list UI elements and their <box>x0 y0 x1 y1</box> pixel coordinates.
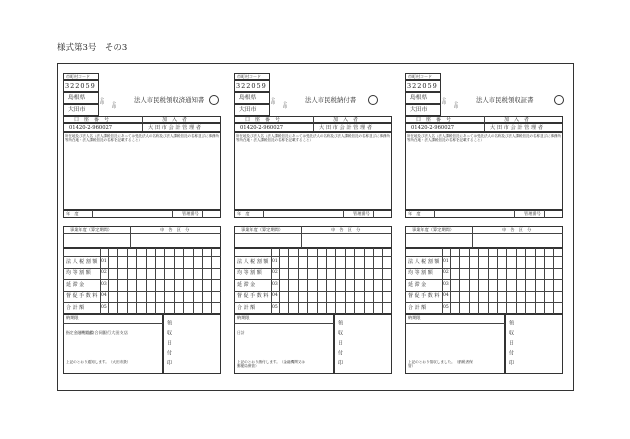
declaration-label: 申 告 区 分 <box>160 226 190 232</box>
rule-line <box>525 248 526 314</box>
amount-row-label: 法 人 税 割 額 <box>408 258 440 265</box>
page-heading: 様式第3号 その3 <box>57 43 128 53</box>
rule-line <box>382 248 383 314</box>
code-value: 322059 <box>407 82 438 90</box>
rule-line <box>234 323 334 324</box>
rule-line <box>63 256 221 257</box>
rule-line <box>211 248 212 314</box>
payee-header: 加 入 者 <box>162 116 188 123</box>
rule-line <box>405 279 563 280</box>
rule-line <box>130 226 131 248</box>
seal-mark: 公印 <box>112 101 117 109</box>
rule-line <box>307 248 308 314</box>
account-number-header: 口 座 番 号 <box>245 116 281 123</box>
rule-line <box>405 323 505 324</box>
amount-row-label: 均 等 割 額 <box>66 270 91 277</box>
rule-line <box>553 248 554 314</box>
seal-circle <box>368 95 378 105</box>
year-label: 年 度 <box>237 210 250 216</box>
stamp-label: 領収日付印 <box>508 320 514 370</box>
payee-name: 大 田 市 会 計 管 理 者 <box>148 124 202 131</box>
rule-line <box>514 210 515 218</box>
seal-mark: 公印 <box>283 101 288 109</box>
bank-name: 山陰合同銀行大田支店 <box>86 330 128 335</box>
slip-title: 法人市民税領収証書 <box>476 96 534 104</box>
owner-label: 管理番号 <box>182 210 199 216</box>
stamp-label: 領収日付印 <box>166 320 172 370</box>
rule-line <box>434 210 435 218</box>
slip-note: 上記のとおり通知します。（大田市扱） <box>66 360 131 364</box>
amount-row-code: 04 <box>101 293 107 299</box>
rule-line <box>146 248 147 314</box>
amount-table <box>234 248 392 314</box>
code-label: 市町村コード <box>66 73 90 79</box>
amount-row-code: 05 <box>272 304 278 310</box>
rule-line <box>234 302 392 303</box>
address-area <box>405 132 563 210</box>
rule-line <box>405 256 563 257</box>
city-name: 大田市 <box>410 106 428 113</box>
rule-line <box>326 248 327 314</box>
address-instruction: 所在地及び法人名（法人課税信託にあっては受託法人の名称及び法人課税信託の名称並びに事務所等所在地・法人課税信託の名称を記載すること） <box>65 134 219 143</box>
amount-row-label: 延 滞 金 <box>66 281 85 288</box>
stamp-label: 領収日付印 <box>337 320 343 370</box>
rule-line <box>279 248 280 314</box>
amount-row-label: 延 滞 金 <box>408 281 427 288</box>
amount-row-code: 01 <box>101 258 107 264</box>
seal-circle <box>554 95 564 105</box>
amount-row-label: 法 人 税 割 額 <box>66 258 98 265</box>
rule-line <box>405 233 563 234</box>
seal-circle <box>209 95 219 105</box>
rule-line <box>335 248 336 314</box>
rule-line <box>317 248 318 314</box>
amount-row-label: 合 計 額 <box>408 304 427 311</box>
rule-line <box>488 248 489 314</box>
rule-line <box>544 210 545 218</box>
code-label: 市町村コード <box>408 73 432 79</box>
amount-row-code: 01 <box>272 258 278 264</box>
amount-row-code: 05 <box>443 304 449 310</box>
amount-row-label: 均 等 割 額 <box>237 270 262 277</box>
owner-label: 管理番号 <box>353 210 370 216</box>
rule-line <box>136 248 137 314</box>
rule-line <box>63 268 221 269</box>
paid-date-label: 納期限 <box>408 315 421 320</box>
slip-note: 上記のとおり納付します。（金融機関又は郵便局保管） <box>237 360 305 369</box>
slip-title: 法人市民税納付書 <box>305 96 357 104</box>
year-label: 年 度 <box>408 210 421 216</box>
address-instruction: 所在地及び法人名（法人課税信託にあっては受託法人の名称及び法人課税信託の名称並びに事務所等所在地・法人課税信託の名称を記載すること） <box>407 134 561 143</box>
amount-row-code: 02 <box>101 270 107 276</box>
rule-line <box>301 226 302 248</box>
rule-line <box>63 291 221 292</box>
rule-line <box>234 268 392 269</box>
rule-line <box>172 210 173 218</box>
rule-line <box>202 210 203 218</box>
rule-line <box>202 248 203 314</box>
paid-date-label: 納期限 <box>237 315 250 320</box>
rule-line <box>364 248 365 314</box>
rule-line <box>345 248 346 314</box>
rule-line <box>263 210 264 218</box>
prefecture-name: 島根県 <box>239 94 257 101</box>
rule-line <box>506 248 507 314</box>
rule-line <box>164 248 165 314</box>
paid-date-label: 納期限 <box>66 315 79 320</box>
rule-line <box>516 248 517 314</box>
address-area <box>234 132 392 210</box>
code-value: 322059 <box>236 82 267 90</box>
payee-header: 加 入 者 <box>333 116 359 123</box>
payee-name: 大 田 市 会 計 管 理 者 <box>319 124 373 131</box>
account-number: 01420-2-960027 <box>240 124 284 131</box>
address-area <box>63 132 221 210</box>
amount-row-code: 02 <box>272 270 278 276</box>
rule-line <box>174 248 175 314</box>
bank-label: 日計 <box>237 330 245 335</box>
rule-line <box>193 248 194 314</box>
rule-line <box>234 291 392 292</box>
amount-row-code: 04 <box>272 293 278 299</box>
rule-line <box>459 248 460 314</box>
rule-line <box>405 302 563 303</box>
amount-row-code: 03 <box>101 281 107 287</box>
period-label: 事業年度（算定期間） <box>412 226 454 232</box>
rule-line <box>183 248 184 314</box>
rule-line <box>472 226 473 248</box>
seal-mark: 公印 <box>271 97 276 105</box>
city-name: 大田市 <box>68 106 86 113</box>
rule-line <box>234 233 392 234</box>
code-value: 322059 <box>65 82 96 90</box>
amount-row-label: 合 計 額 <box>237 304 256 311</box>
rule-line <box>373 210 374 218</box>
account-number: 01420-2-960027 <box>411 124 455 131</box>
amount-table <box>405 248 563 314</box>
rule-line <box>497 248 498 314</box>
rule-line <box>63 323 163 324</box>
rule-line <box>343 210 344 218</box>
slip-title: 法人市民税領収済通知書 <box>134 96 205 104</box>
rule-line <box>63 279 221 280</box>
amount-row-code: 04 <box>443 293 449 299</box>
amount-row-code: 03 <box>272 281 278 287</box>
payee-name: 大 田 市 会 計 管 理 者 <box>490 124 544 131</box>
period-label: 事業年度（算定期間） <box>241 226 283 232</box>
owner-label: 管理番号 <box>524 210 541 216</box>
amount-row-label: 延 滞 金 <box>237 281 256 288</box>
rule-line <box>373 248 374 314</box>
prefecture-name: 島根県 <box>68 94 86 101</box>
rule-line <box>535 248 536 314</box>
payment-slip-3 <box>404 0 564 439</box>
rule-line <box>63 302 221 303</box>
rule-line <box>469 248 470 314</box>
code-label: 市町村コード <box>237 73 261 79</box>
prefecture-name: 島根県 <box>410 94 428 101</box>
payment-slip-1 <box>62 0 222 439</box>
rule-line <box>405 291 563 292</box>
rule-line <box>127 248 128 314</box>
rule-line <box>354 248 355 314</box>
rule-line <box>544 248 545 314</box>
amount-row-label: 督 促 手 数 料 <box>237 293 269 300</box>
rule-line <box>234 256 392 257</box>
rule-line <box>478 248 479 314</box>
rule-line <box>92 210 93 218</box>
amount-row-label: 法 人 税 割 額 <box>237 258 269 265</box>
rule-line <box>234 279 392 280</box>
payee-header: 加 入 者 <box>504 116 530 123</box>
seal-mark: 公印 <box>100 97 105 105</box>
account-number-header: 口 座 番 号 <box>74 116 110 123</box>
rule-line <box>117 248 118 314</box>
amount-row-code: 01 <box>443 258 449 264</box>
period-label: 事業年度（算定期間） <box>70 226 112 232</box>
declaration-label: 申 告 区 分 <box>502 226 532 232</box>
rule-line <box>288 248 289 314</box>
amount-table <box>63 248 221 314</box>
rule-line <box>450 248 451 314</box>
amount-row-label: 合 計 額 <box>66 304 85 311</box>
account-number-header: 口 座 番 号 <box>416 116 452 123</box>
amount-row-label: 均 等 割 額 <box>408 270 433 277</box>
bank-label: 指定金融機関名 <box>66 330 93 335</box>
year-label: 年 度 <box>66 210 79 216</box>
amount-row-code: 03 <box>443 281 449 287</box>
amount-row-label: 督 促 手 数 料 <box>66 293 98 300</box>
amount-row-code: 05 <box>101 304 107 310</box>
payment-slip-2 <box>233 0 393 439</box>
seal-mark: 公印 <box>454 101 459 109</box>
account-number: 01420-2-960027 <box>69 124 113 131</box>
amount-row-label: 督 促 手 数 料 <box>408 293 440 300</box>
amount-row-code: 02 <box>443 270 449 276</box>
rule-line <box>298 248 299 314</box>
rule-line <box>63 233 221 234</box>
rule-line <box>108 248 109 314</box>
address-instruction: 所在地及び法人名（法人課税信託にあっては受託法人の名称及び法人課税信託の名称並びに事務所等所在地・法人課税信託の名称を記載すること） <box>236 134 390 143</box>
slip-note: 上記のとおり領収しました。（納税者保管） <box>408 360 473 369</box>
rule-line <box>155 248 156 314</box>
declaration-label: 申 告 区 分 <box>331 226 361 232</box>
seal-mark: 公印 <box>442 97 447 105</box>
rule-line <box>405 268 563 269</box>
city-name: 大田市 <box>239 106 257 113</box>
